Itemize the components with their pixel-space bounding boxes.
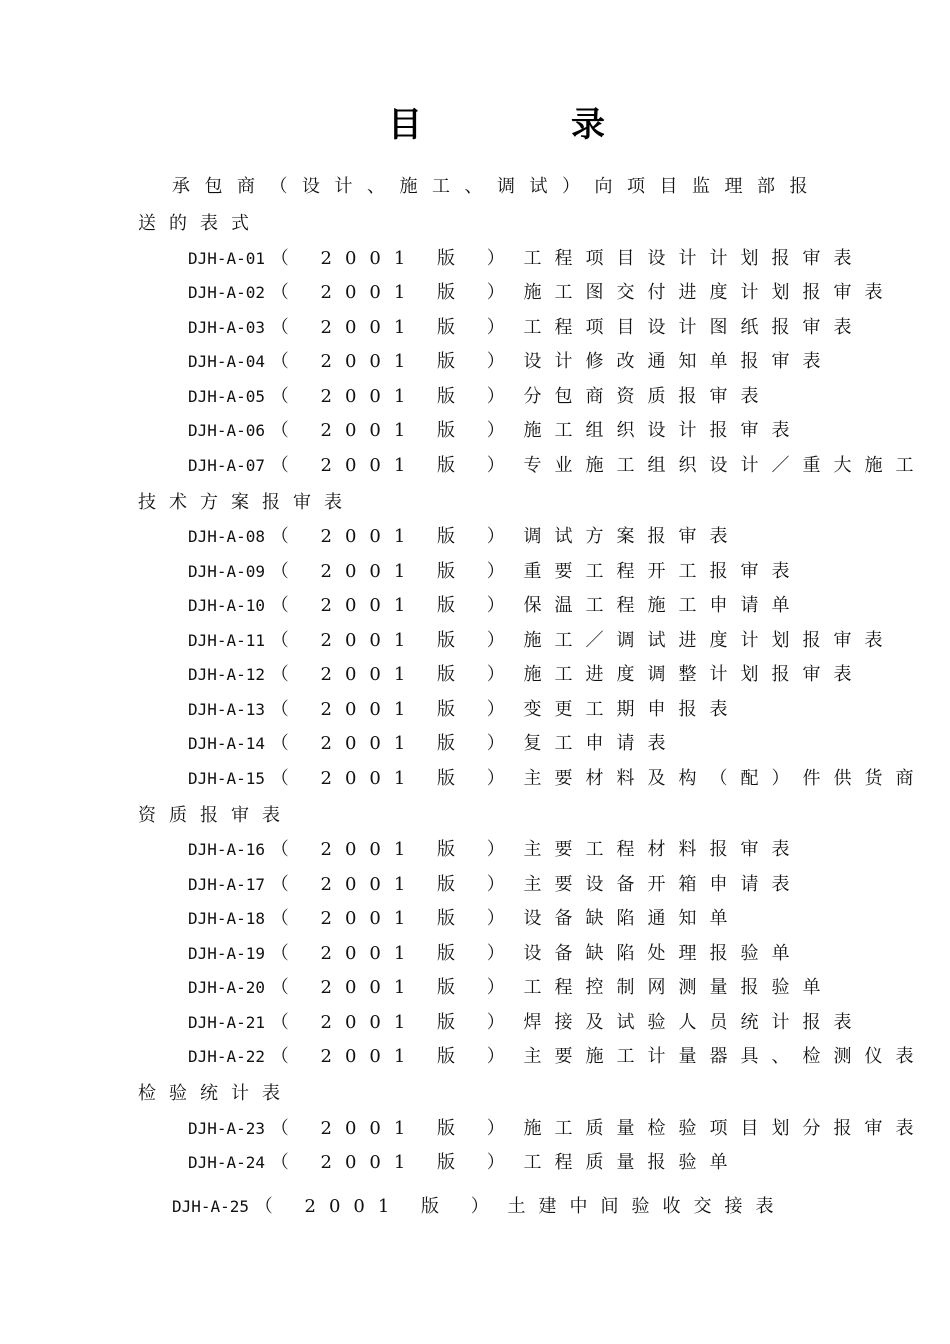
list-item [188,1151,741,1175]
entry-code: DJH-A-18 [188,909,266,928]
entry-code: DJH-A-04 [188,352,266,371]
list-item [188,942,803,966]
entry-name: 施工质量检验项目划分报审表 [523,1118,927,1139]
entry-code: DJH-A-16 [188,840,266,859]
entry-name: 复工申请表 [523,733,679,754]
entry-version: （ 2001 版 ） [270,977,518,998]
entry-name: 施工图交付进度计划报审表 [523,282,896,303]
list-item [188,629,896,653]
entry-version: （ 2001 版 ） [270,526,518,547]
list-item [188,1011,865,1035]
list-item [188,732,679,756]
entry-version: （ 2001 版 ） [270,351,518,372]
entry-code: DJH-A-25 [172,1197,250,1216]
entry-name: 施工／调试进度计划报审表 [523,630,896,651]
entry-code: DJH-A-01 [188,249,266,268]
entry-name: 设计修改通知单报审表 [523,351,834,372]
entry-code: DJH-A-15 [188,769,266,788]
entry-version: （ 2001 版 ） [270,768,518,789]
entry-code: DJH-A-19 [188,944,266,963]
entry-code: DJH-A-13 [188,700,266,719]
entry-code: DJH-A-05 [188,387,266,406]
entry-name: 焊接及试验人员统计报表 [523,1012,865,1033]
entry-name: 工程项目设计图纸报审表 [523,317,865,338]
entry-version: （ 2001 版 ） [254,1196,502,1217]
entry-version: （ 2001 版 ） [270,943,518,964]
entry-version: （ 2001 版 ） [270,1046,518,1067]
list-item [188,838,803,862]
entry-name: 变更工期申报表 [523,699,741,720]
title-char-1: 目 [388,105,422,145]
entry-version: （ 2001 版 ） [270,733,518,754]
list-item [188,385,772,409]
entry-name: 工程项目设计计划报审表 [523,248,865,269]
entry-name: 主要材料及构（配）件供货商 [523,768,927,789]
entry-code: DJH-A-03 [188,318,266,337]
entry-name: 专业施工组织设计／重大施工 [523,455,927,476]
entry-version: （ 2001 版 ） [270,317,518,338]
entry-code: DJH-A-10 [188,596,266,615]
entry-code: DJH-A-23 [188,1119,266,1138]
entry-code: DJH-A-07 [188,456,266,475]
list-item [188,976,834,1000]
entry-name: 土建中间验收交接表 [507,1196,787,1217]
title-char-2: 录 [571,105,605,145]
list-item [188,454,927,478]
entry-name: 施工进度调整计划报审表 [523,664,865,685]
entry-name: 分包商资质报审表 [523,386,772,407]
list-item [188,316,865,340]
list-item [172,1195,787,1219]
entry-version: （ 2001 版 ） [270,1012,518,1033]
entry-code: DJH-A-14 [188,734,266,753]
entry-version: （ 2001 版 ） [270,874,518,895]
list-item [188,247,865,271]
list-item [188,525,741,549]
list-item [188,419,803,443]
entry-name: 设备缺陷处理报验单 [523,943,803,964]
list-item [188,594,803,618]
list-item [188,663,865,687]
list-item [188,1045,927,1069]
entry-continuation: 资质报审表 [138,805,293,826]
entry-code: DJH-A-11 [188,631,266,650]
list-item [188,1117,927,1141]
entry-version: （ 2001 版 ） [270,595,518,616]
entry-version: （ 2001 版 ） [270,455,518,476]
entry-version: （ 2001 版 ） [270,386,518,407]
list-item [188,560,803,584]
entry-version: （ 2001 版 ） [270,561,518,582]
entry-code: DJH-A-02 [188,283,266,302]
intro-line-1: 承包商（设计、施工、调试）向项目监理部报 [172,176,822,197]
list-item [188,698,741,722]
entry-name: 保温工程施工申请单 [523,595,803,616]
entry-version: （ 2001 版 ） [270,420,518,441]
entry-version: （ 2001 版 ） [270,664,518,685]
entry-name: 主要施工计量器具、检测仪表 [523,1046,927,1067]
entry-code: DJH-A-08 [188,527,266,546]
entry-version: （ 2001 版 ） [270,908,518,929]
entry-continuation: 技术方案报审表 [138,492,355,513]
entry-code: DJH-A-24 [188,1153,266,1172]
entry-name: 重要工程开工报审表 [523,561,803,582]
list-item [188,873,803,897]
entry-code: DJH-A-20 [188,978,266,997]
entry-name: 施工组织设计报审表 [523,420,803,441]
entry-version: （ 2001 版 ） [270,282,518,303]
entry-version: （ 2001 版 ） [270,839,518,860]
list-item [188,350,834,374]
entry-continuation: 检验统计表 [138,1083,293,1104]
list-item [188,767,927,791]
entry-version: （ 2001 版 ） [270,699,518,720]
entry-code: DJH-A-21 [188,1013,266,1032]
entry-code: DJH-A-22 [188,1047,266,1066]
entry-version: （ 2001 版 ） [270,1152,518,1173]
entry-name: 调试方案报审表 [523,526,741,547]
entry-version: （ 2001 版 ） [270,630,518,651]
entry-name: 设备缺陷通知单 [523,908,741,929]
intro-line-2: 送的表式 [138,213,262,234]
entry-name: 主要设备开箱申请表 [523,874,803,895]
entry-code: DJH-A-12 [188,665,266,684]
page-title [0,100,950,150]
entry-version: （ 2001 版 ） [270,1118,518,1139]
entry-version: （ 2001 版 ） [270,248,518,269]
entry-code: DJH-A-17 [188,875,266,894]
entry-code: DJH-A-09 [188,562,266,581]
entry-name: 工程控制网测量报验单 [523,977,834,998]
entry-name: 工程质量报验单 [523,1152,741,1173]
entry-name: 主要工程材料报审表 [523,839,803,860]
list-item [188,281,896,305]
list-item [188,907,741,931]
entry-code: DJH-A-06 [188,421,266,440]
